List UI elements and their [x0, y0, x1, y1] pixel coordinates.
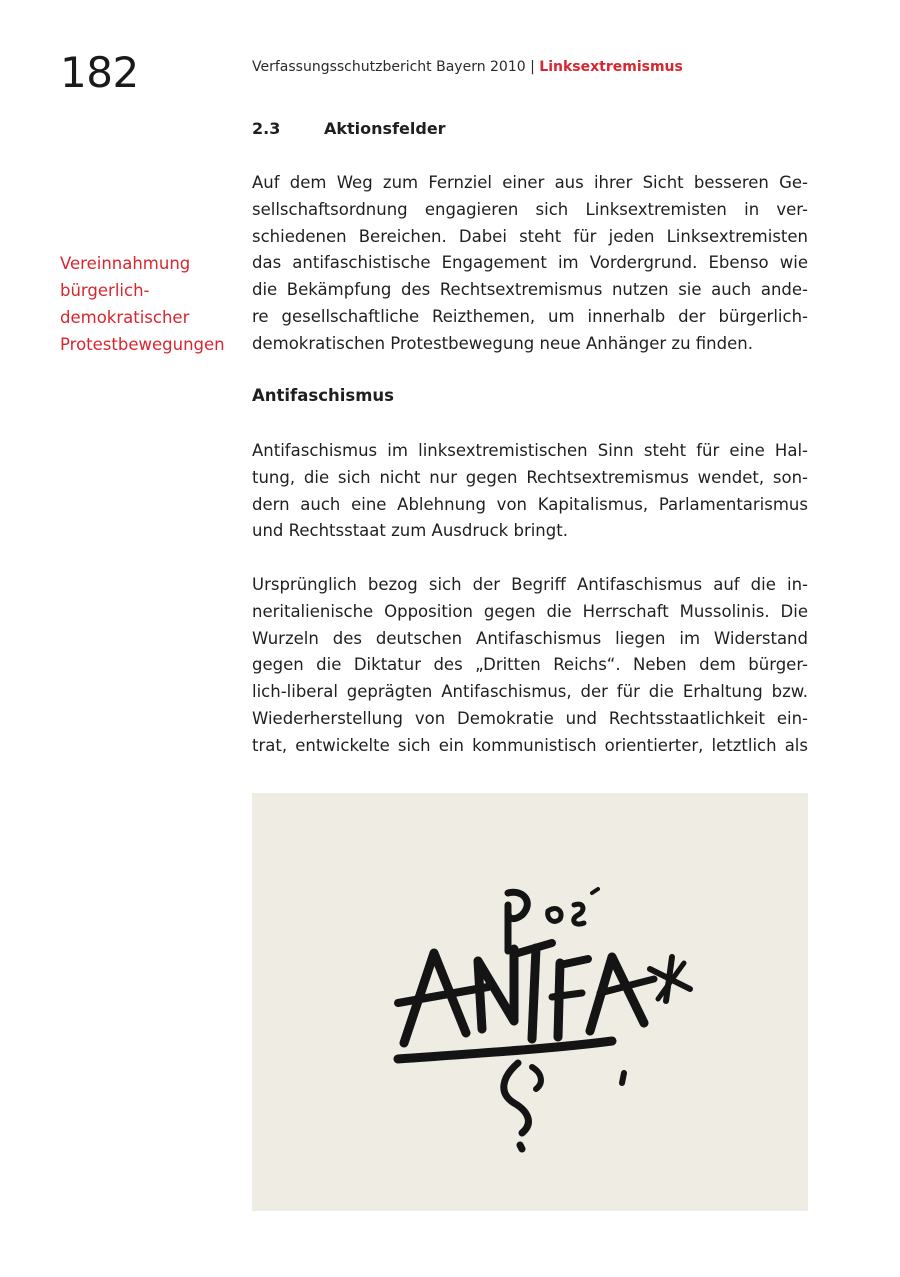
margin-note-line: demokratischer [60, 308, 190, 327]
margin-note-line: Vereinnahmung [60, 254, 191, 273]
paragraph-1 [252, 170, 808, 358]
text-line: sellschaftsordnung engagieren sich Linksextremisten in ver- [252, 199, 808, 219]
text-line: re gesellschaftliche Reizthemen, um innerhalb der bürgerlich- [252, 306, 808, 326]
text-line: Auf dem Weg zum Fernziel einer aus ihrer Sicht besseren Ge- [252, 173, 808, 192]
section-number: 2.3 [252, 119, 281, 138]
header-separator: | [525, 59, 540, 75]
text-line: das antifaschistische Engagement im Vordergrund. Ebenso wie [252, 253, 808, 273]
text-line: Ursprünglich bezog sich der Begriff Antifaschismus auf die in- [252, 575, 808, 594]
paragraph-3 [252, 572, 808, 760]
publication-title: Verfassungsschutzbericht Bayern 2010 [252, 59, 526, 75]
margin-note-line: bürgerlich- [60, 281, 150, 300]
text-line: Wurzeln des deutschen Antifaschismus liegen im Widerstand [252, 628, 808, 648]
margin-note-line: Protestbewegungen [60, 335, 225, 354]
paragraph-2 [252, 438, 808, 545]
text-line: und Rechtsstaat zum Ausdruck bringt. [252, 521, 568, 541]
section-heading [252, 119, 446, 138]
text-line: tung, die sich nicht nur gegen Rechtsextremismus wendet, son- [252, 467, 808, 487]
text-line: trat, entwickelte sich ein kommunistisch orientierter, letztlich als [252, 735, 808, 755]
text-line: Wiederherstellung von Demokratie und Rechtsstaatlichkeit ein- [252, 708, 808, 728]
text-line: schiedenen Bereichen. Dabei steht für jeden Linksextremisten [252, 226, 808, 246]
text-line: Antifaschismus im linksextremistischen Sinn steht für eine Hal- [252, 441, 808, 460]
margin-note [60, 250, 245, 358]
text-line: gegen die Diktatur des „Dritten Reichs“. Neben dem bürger- [252, 655, 808, 675]
text-line: demokratischen Protestbewegung neue Anhänger zu finden. [252, 333, 753, 353]
section-title: Aktionsfelder [324, 119, 446, 138]
text-line: dern auch eine Ablehnung von Kapitalismus, Parlamentarismus [252, 494, 808, 514]
antifa-graffiti-image [252, 793, 808, 1211]
running-header [252, 59, 683, 75]
header-section: Linksextremismus [539, 59, 683, 75]
text-line: lich-liberal geprägten Antifaschismus, der für die Erhaltung bzw. [252, 682, 808, 702]
text-line: die Bekämpfung des Rechtsextremismus nutzen sie auch ande- [252, 280, 808, 300]
text-line: neritalienische Opposition gegen die Herrschaft Mussolinis. Die [252, 601, 808, 621]
page-number: 182 [60, 48, 139, 97]
subheading-antifaschismus: Antifaschismus [252, 386, 394, 405]
antifa-graffiti-figure [252, 793, 808, 1211]
